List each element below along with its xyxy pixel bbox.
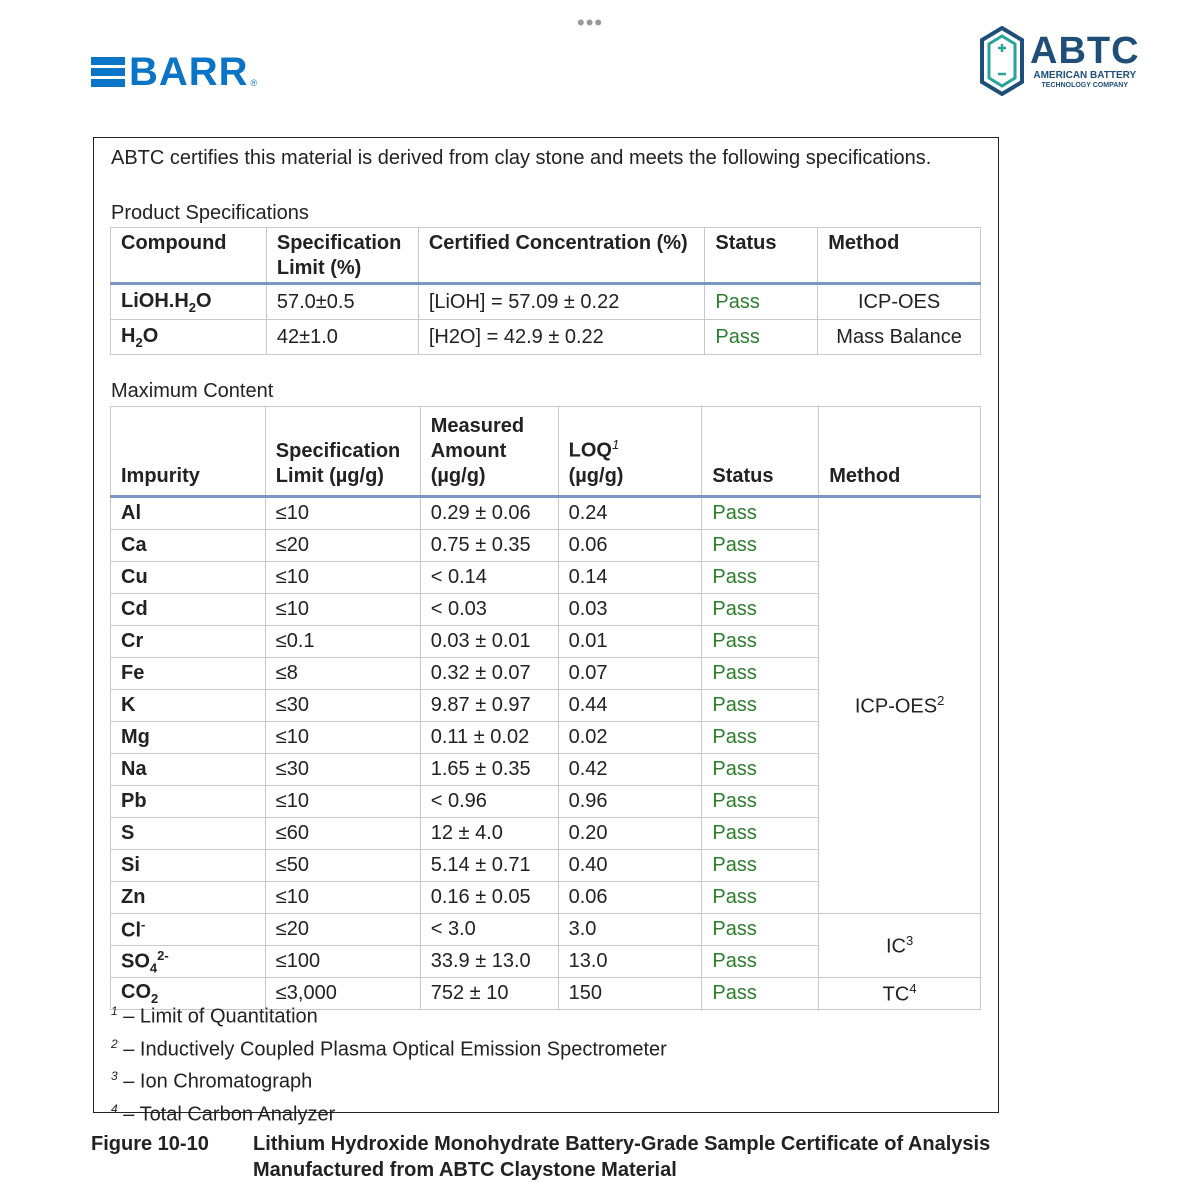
concentration-cell: [LiOH] = 57.09 ± 0.22 [418,284,705,320]
limit-cell: ≤10 [265,722,420,754]
concentration-cell: [H2O] = 42.9 ± 0.22 [418,320,705,355]
status-cell: Pass [702,786,819,818]
certificate-frame [93,137,999,1126]
limit-cell: ≤10 [265,562,420,594]
loq-cell: 0.01 [558,626,702,658]
abtc-logo [980,26,1140,96]
column-header: Status [705,228,818,284]
loq-cell: 3.0 [558,914,702,946]
status-cell: Pass [705,284,818,320]
status-cell: Pass [702,690,819,722]
measured-cell: 12 ± 4.0 [420,818,558,850]
table-row [111,914,981,946]
table-row [111,497,981,530]
footnote: $^1$ – Limit of Quantitation [111,1004,318,1028]
figure-title: Lithium Hydroxide Monohydrate Battery-Grade Sample Certificate of Analysis Manufactured from ABTC Claystone Material [253,1133,991,1181]
impurity-cell: Si [111,850,266,882]
method-cell: ICP-OES$^2$ [819,497,981,914]
barr-logo-text: BARR [129,50,249,94]
method-cell: Mass Balance [818,320,981,355]
loq-cell: 0.42 [558,754,702,786]
column-header: Measured Amount (µg/g) [420,407,558,497]
column-header: LOQ$^1$ (µg/g) [558,407,702,497]
column-header: Certified Concentration (%) [418,228,705,284]
impurity-cell: Cd [111,594,266,626]
impurity-cell: K [111,690,266,722]
barr-logo: BARR ® [91,52,257,92]
status-cell: Pass [702,946,819,978]
column-header: Impurity [111,407,266,497]
abtc-logo-subtitle-2: TECHNOLOGY COMPANY [1041,81,1128,89]
loq-cell: 0.06 [558,530,702,562]
limit-cell: ≤10 [265,594,420,626]
method-cell: $TC^4$ [819,978,981,1010]
loq-cell: 0.40 [558,850,702,882]
footnote: $^3$ – Ion Chromatograph [111,1069,313,1093]
measured-cell: 752 ± 10 [420,978,558,1010]
impurity-cell: S [111,818,266,850]
loq-cell: 0.96 [558,786,702,818]
measured-cell: 0.32 ± 0.07 [420,658,558,690]
menu-dots-icon[interactable]: ••• [577,10,604,35]
limit-cell: ≤8 [265,658,420,690]
impurity-cell: Cr [111,626,266,658]
measured-cell: 0.75 ± 0.35 [420,530,558,562]
limit-cell: ≤100 [265,946,420,978]
measured-cell: 1.65 ± 0.35 [420,754,558,786]
status-cell: Pass [702,754,819,786]
barr-logo-mark [91,57,125,87]
abtc-logo-subtitle: AMERICAN BATTERY [1033,69,1137,81]
figure-label: Figure 10-10 [91,1133,209,1155]
status-cell: Pass [702,818,819,850]
loq-cell: 0.24 [558,497,702,530]
measured-cell: 5.14 ± 0.71 [420,850,558,882]
abtc-logo-text: ABTC [1030,29,1140,72]
footnote: $^4$ – Total Carbon Analyzer [111,1101,336,1126]
compound-cell: $H_2O$ [111,320,267,355]
limit-cell: ≤50 [265,850,420,882]
limit-cell: ≤10 [265,786,420,818]
limit-cell: ≤10 [265,497,420,530]
footnotes [111,998,667,1129]
status-cell: Pass [702,562,819,594]
limit-cell: ≤30 [265,754,420,786]
figure-caption [91,1131,1113,1183]
product-specs-title: Product Specifications [111,202,309,224]
impurity-cell: Fe [111,658,266,690]
status-cell: Pass [702,626,819,658]
status-cell: Pass [702,850,819,882]
column-header: Compound [111,228,267,284]
limit-cell: ≤60 [265,818,420,850]
impurity-cell: $SO_4^{2-}$ [111,946,266,978]
measured-cell: 33.9 ± 13.0 [420,946,558,978]
loq-cell: 0.20 [558,818,702,850]
column-header: Specification Limit (%) [266,228,418,284]
certification-statement: ABTC certifies this material is derived from clay stone and meets the following specifications. [111,147,932,169]
max-content-title: Maximum Content [111,380,274,402]
limit-cell: ≤20 [265,914,420,946]
limit-cell: ≤3,000 [265,978,420,1010]
measured-cell: < 0.96 [420,786,558,818]
column-header: Specification Limit (µg/g) [265,407,420,497]
limit-cell: ≤0.1 [265,626,420,658]
measured-cell: < 3.0 [420,914,558,946]
loq-cell: 150 [558,978,702,1010]
table-header-row [111,407,981,497]
method-cell: $IC^3$ [819,914,981,978]
status-cell: Pass [702,722,819,754]
table-header-row [111,228,981,284]
impurity-cell: Pb [111,786,266,818]
limit-cell: 57.0±0.5 [266,284,418,320]
status-cell: Pass [702,914,819,946]
status-cell: Pass [702,978,819,1010]
loq-cell: 13.0 [558,946,702,978]
limit-cell: 42±1.0 [266,320,418,355]
impurity-cell: Cl- [111,914,266,946]
limit-cell: ≤20 [265,530,420,562]
impurity-cell: Cu [111,562,266,594]
status-cell: Pass [702,594,819,626]
limit-cell: ≤30 [265,690,420,722]
impurity-cell: Mg [111,722,266,754]
status-cell: Pass [705,320,818,355]
footnote: $^2$ – Inductively Coupled Plasma Optical Emission Spectrometer [111,1036,667,1061]
status-cell: Pass [702,497,819,530]
column-header: Status [702,407,819,497]
compound-cell: $LiOH.H_2O$ [111,284,267,320]
impurity-cell: Al [111,497,266,530]
table-row [111,320,981,355]
measured-cell: < 0.14 [420,562,558,594]
status-cell: Pass [702,658,819,690]
loq-cell: 0.06 [558,882,702,914]
loq-cell: 0.02 [558,722,702,754]
column-header: Method [818,228,981,284]
status-cell: Pass [702,882,819,914]
table-row [111,284,981,320]
impurity-cell: Ca [111,530,266,562]
impurity-cell: $CO_2$ [111,978,266,1010]
battery-hexagon-icon [980,26,1024,96]
loq-cell: 0.44 [558,690,702,722]
product-specs-table [110,227,981,355]
measured-cell: 0.16 ± 0.05 [420,882,558,914]
column-header: Method [819,407,981,497]
measured-cell: 9.87 ± 0.97 [420,690,558,722]
measured-cell: 0.11 ± 0.02 [420,722,558,754]
impurity-cell: Zn [111,882,266,914]
limit-cell: ≤10 [265,882,420,914]
loq-cell: 0.14 [558,562,702,594]
impurity-cell: Na [111,754,266,786]
measured-cell: < 0.03 [420,594,558,626]
loq-cell: 0.07 [558,658,702,690]
measured-cell: 0.29 ± 0.06 [420,497,558,530]
measured-cell: 0.03 ± 0.01 [420,626,558,658]
loq-cell: 0.03 [558,594,702,626]
method-cell: ICP-OES [818,284,981,320]
max-content-table [110,406,981,1010]
status-cell: Pass [702,530,819,562]
